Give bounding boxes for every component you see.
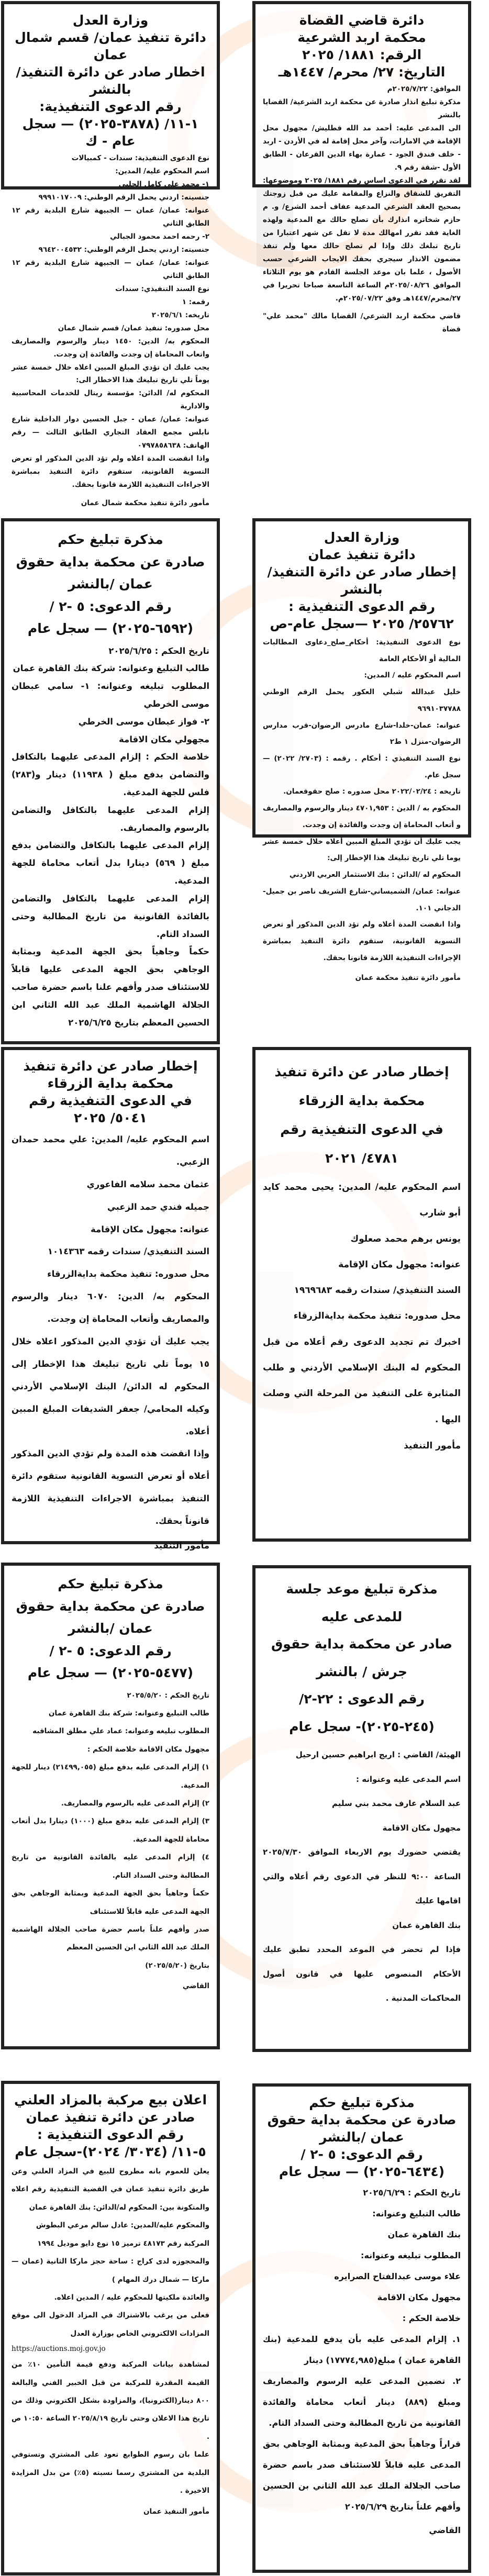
notice-body: تاريخ الحكم : ٢٠٢٥/٦/٢٥ طالب التبليغ وعنوانه: شركة بنك القاهرة عمان المطلوب تبليغه وعنوانه: ١- سامي عبطان موسى الخرطي ٢- فواز عبطان موسى الخرطي مجهولي مكان الاقامة خلاصة الحكم : إلزام المدعى عليهما بالتكافل والتضامن بدفع مبلغ ( ١١٩٣٨) دينار و(٢٨٣) فلس للجهة المدعية. إلزام المدعى عليهما بالتكافل والتضامن بالرسوم والمصاريف. إلزام المدعى عليهما بالتكافل والتضامن بدفع مبلغ ( ٥٦٩) دينارا بدل أتعاب محاماة للجهة المدعية. إلزام المدعى عليهما بالتكافل والتضامن بالفائدة القانونية من تاريخ المطالبة وحتى السداد التام. حكماً وجاهياً بحق الجهة المدعية وبمثابة الوجاهي بحق الجهة المدعى عليها قابلاً للاستئناف صدر وأفهم علنا باسم حضرة صاحب الجلالة الهاشمية الملك عبد الله الثاني ابن الحسين المعظم بتاريخ ٢٠٢٥/٦/٢٥ bbox=[12, 645, 210, 1028]
notice-signature: مأمور دائرة تنفيذ محكمة عمان bbox=[355, 974, 461, 983]
notice-north-amman-execution bbox=[1, 1, 220, 508]
notice-amman-execution-25762 bbox=[252, 518, 471, 983]
notice-heading: إخطار صادر عن دائرة تنفيذ محكمة بداية الزرقاء في الدعوى التنفيذية رقم ٥٠٤١/ ٢٠٢٥ bbox=[23, 1058, 198, 1125]
notice-body: نوع الدعوى التنفيذية: سندات - كمبيالات اسم المحكوم عليه/ المدين: ١- محمد علي كامل الحلبي جنسيته: اردني يحمل الرقم الوطني: ٩٩٩١٠١٧٠٠٩ عنوانه: عمان/ عمان — الجبيهة شارع البلدية رقم ١٢ الطابق الثاني ٢- رحمه احمد محمود الجبالي جنسيته: اردني يحمل الرقم الوطني: ٩٦٤٢٠٠٤٥٣٢ عنوانه: عمان/ عمان — الجبيهة شارع البلدية رقم ١٢ الطابق الثاني نوع السند التنفيذي: سندات رقمه: ١ تاريخه: ٢٠٢٥/٦/١ محل صدوره: تنفيذ عمان/ قسم شمال عمان المحكوم به/ الدين: ١٤٥٠ دينار والرسوم والمصاريف واتعاب المحاماة إن وجدت والفائدة إن وجدت. يجب عليك ان تؤدي المبلغ المبين اعلاه خلال خمسة عشر يوماً تلي تاريخ تبليغك هذا الاخطار الى: المحكوم له/ الدائن: مؤسسة ريتال للخدمات المحاسبية والادارية عنوانه: عمان/ عمان - جبل الحسين دوار الداخلية شارع نابلس مجمع العقاد التجاري الطابق الثالث — رقم الهاتف: ٠٧٩٧٨٥٨٦٣٨ واذا انقضت المدة اعلاه ولم تؤد الدين المذكور او تعرض التسوية القانونية، ستقوم دائرة التنفيذ بمباشرة الاجراءات التنفيذية اللازمة قانونا بحقك. مأمور دائرة تنفيذ محكمة شمال عمان bbox=[12, 152, 209, 510]
notice-signature: قاضي محكمة اربد الشرعي/ القضايا مالك "محمد علي" قضاة bbox=[263, 312, 461, 334]
notice-zarqa-execution-5041 bbox=[1, 1047, 220, 1551]
notice-jerash-session bbox=[252, 1565, 471, 2052]
notice-heading: وزارة العدل دائرة تنفيذ عمان إخطار صادر عن دائرة التنفيذ/ بالنشر رقم الدعوى التنفيذية : ٢٥٧٦٢/ ٢٠٢٥ —سجل عام-ص bbox=[267, 530, 457, 631]
notice-heading: إخطار صادر عن دائرة تنفيذ محكمة بداية الزرقاء في الدعوى التنفيذية رقم ٤٧٨١/ ٢٠٢١ bbox=[274, 1064, 449, 1166]
notice-signature: مأمور التنفيذ عمان bbox=[143, 2507, 209, 2516]
notice-body: الهيئة/ القاضي : اريج ابراهيم حسين ارحيل اسم المدعى عليه وعنوانه : عبد السلام عارف محمد بني سليم مجهول مكان الاقامة يقتضي حضورك يوم الاربعاء الموافق ٢٠٢٥/٧/٣٠ الساعة ٩:٠٠ للنظر في الدعوى رقم أعلاه والتي اقامها عليك بنك القاهرة عمان فإذا لم تحضر في الموعد المحدد تطبق عليك الأحكام المنصوص عليها في قانون أصول المحاكمات المدنية . bbox=[263, 1750, 461, 2003]
notice-body: يعلن للعموم بانه مطروح للبيع في المزاد العلني وعن طريق دائرة تنفيذ عمان في القضية التنفيذية رقم اعلاه والمتكونة بين: المحكوم له/الدائن: بنك القاهرة عمان والمحكوم عليه/المدين: عادل سالم مرعي البطوش المركبة رقم ٤٨١٧٣ ترميز ١٥ نوع دايو موديل ١٩٩٤ والمحجوزه لدى كراج : ساحة حجز ماركا الثانية (عمان — ماركا — شمال درك المهام ) والعائدة ملكيتها للمحكوم عليه / المدين اعلاه. فعلى من يرغب بالاشتراك في المزاد الدخول الى موقع المزادات الالكتروني الخاص بوزارة العدل https://auctions.moj.gov.jo لمشاهدة بيانات المركبة ودفع قيمة التأمين ١٠٪ من القيمة المقدرة للمركبة من قبل الخبير الفني والبالغة ٨٠٠ دينار(الكترونيا)، والمزاودة بشكل الكتروني وذلك من تاريخ هذا الاعلان وحتى تاريخ ٢٠٢٥/٨/١٩ الساعة ١٠:٥٠ ص . علما بان رسوم الطوابع تعود على المشتري وتستوفي البلدية من المشتري رسما نسبته (٥٪) من بدل المزايدة الاخيرة . مأمور التنفيذ عمان bbox=[12, 2162, 209, 2518]
notice-signature: مأمور دائرة تنفيذ محكمة شمال عمان bbox=[81, 499, 209, 508]
notice-heading: اعلان بيع مركبة بالمزاد العلني صادر عن دائرة تنفيذ عمان رقم الدعوى التنفيذية : ٥-١١/ (٣٠٣٤/ ٢٠٢٤)-سجل عام bbox=[14, 2092, 207, 2159]
notice-signature: القاضي bbox=[182, 1982, 209, 1991]
notice-heading: مذكرة تبليغ حكم صادرة عن محكمة بداية حقوق عمان /بالنشر رقم الدعوى: ٥ -٢ / (٥٤٧٧-٢٠٢٥) — سجل عام bbox=[16, 1576, 205, 1680]
notice-heading: مذكرة تبليغ حكم صادرة عن محكمة بداية حقوق عمان /بالنشر رقم الدعوى: ٥ -٢ / (٦٤٣٤-٢٠٢٥) — سجل عام bbox=[267, 2095, 457, 2179]
notice-body: تاريخ الحكم : ٢٠٢٥/٥/٢٠ طالب التبليغ وعنوانه: شركة بنك القاهرة عمان المطلوب تبليغه وعنوانه: عماد علي مطلق المشاقبه مجهول مكان الاقامة خلاصة الحكم : ١) إلزام المدعى عليه بدفع مبلغ (٢١٤٩٩,٠٥٥) دينار للجهة المدعية. ٢) إلزام المدعى عليه بالرسوم والمصاريف. ٣) إلزام المدعى عليه بدفع مبلغ (١٠٠٠) دينارا بدل أتعاب محاماة للجهة المدعية. ٤) إلزام المدعى عليه بالفائدة القانونية من تاريخ المطالبة وحتى السداد التام. حكماً وجاهياً بحق الجهة المدعية وبمثابة الوجاهي بحق الجهة المدعى عليه قابلاً للاستئناف صدر وأفهم علناً باسم حضرة صاحب الجلالة الهاشمية الملك عبد الله الثاني ابن الحسين المعظم بتاريخ (٢٠٢٥/٥/٢٠) القاضي bbox=[12, 1687, 209, 1993]
notice-body: تاريخ الحكم : ٢٠٢٥/٦/٢٩ طالب التبليغ وعنوانه: بنك القاهرة عمان المطلوب تبليغه وعنوانه: علاء موسى عبدالفتاح الصرايره مجهول مكان الاقامة خلاصة الحكم : ١. إلزام المدعى عليه بأن يدفع للمدعية (بنك القاهرة عمان ) مبلغ(١٧٧٧٤,٩٨٥) دينار ٢. تضمين المدعى عليه الرسوم والمصاريف ومبلغ (٨٨٩) دينار أتعاب محاماة والفائدة القانونية من تاريخ المطالبة وحتى السداد التام. قراراً وجاهياً بحق المدعية وبمثابة الوجاهي بحق المدعى عليه قابلاً للاستئناف صدر باسم حضرة صاحب الجلالة الملك عبد الله الثاني بن الحسين وأفهم علناً بتاريخ ٢٠٢٥/٦/٢٩ القاضي bbox=[263, 2182, 461, 2538]
notice-heading: دائرة قاضي القضاة محكمة اربد الشرعية الرقم: ١٨٨١/ ٢٠٢٥ التاريخ: ٢٧/ محرم/ ١٤٤٧هـ bbox=[278, 13, 446, 80]
notice-vehicle-auction bbox=[1, 2081, 220, 2575]
notice-sharia-court-irbid bbox=[252, 1, 471, 334]
notice-zarqa-execution-4781 bbox=[252, 1047, 471, 1542]
notice-signature: القاضي bbox=[429, 2525, 461, 2535]
notice-body: اسم المحكوم عليه/ المدين: يحيى محمد كايد أبو شارب يونس برهم محمد صعلوك عنوانه: مجهول مكان الإقامة السند التنفيذي/ سندات رقمه ١٩٦٩٦٨٣ محل صدوره: تنفيذ محكمة بدايةالزرقاء اخبرك تم تجديد الدعوى رقم أعلاه من قبل المحكوم له البنك الإسلامي الأردني و طلب المثابرة على التنفيذ من المرحلة التي وصلت اليها . مأمور التنفيذ bbox=[263, 1175, 461, 1454]
notice-amman-rights-6434 bbox=[252, 2083, 471, 2573]
notice-amman-rights-5477 bbox=[1, 1563, 220, 2049]
notice-body: اسم المحكوم عليه/ المدين: علي محمد حمدان الزعبي. عثمان محمد سلامه الفاعوري جميله فندي حمد الزعبي عنوانه: مجهول مكان الإقامة السند التنفيذي/ سندات رقمه ١٠١٤٣٦٣ محل صدوره: تنفيذ محكمة بدايةالزرقاء المحكوم به/ الدين: ٦٠٧٠ دينار والرسوم والمصاريف وأتعاب المحاماة إن وجدت. يجب عليك أن تؤدي الدين المذكور اعلاه خلال ١٥ يوماً تلي تاريخ تبليغك هذا الإخطار إلى المحكوم له الدائن/ البنك الإسلامي الأردني وكيله المحامي/ جعفر الشديفات المبلغ المبين أعلاه. وإذا انقضت هذه المدة ولم تؤدي الدين المذكور أعلاه أو تعرض التسوية القانونية ستقوم دائرة التنفيذ بمباشرة الاجراءات التنفيذية اللازمة قانوناً بحقك. مأمور التنفيذ bbox=[12, 1129, 209, 1554]
notice-signature: مأمور التنفيذ bbox=[154, 1541, 209, 1551]
notice-body: نوع الدعوى التنفيذية: أحكام_صلح_دعاوى المطالبات المالية أو الأحكام العامة اسم المحكوم عليه / المدين: خليل عبدالله شبلي العكور يحمل الرقم الوطني ٩٦٩١٠٣٧٧٨٨ عنوانه: عمان-خلدا-شارع مادرس الرضوان-قرب مدارس الرضوان-منزل ١ ط٢ نوع السند التنفيذي : أحكام . رقمه : (٢٧٠٣/ ٢٠٢٢) — سجل عام. تاريخه : ٢٠٢٢/٠٢/٢٤ محل صدوره : صلح حقوقعمان. المحكوم به / الدين : ٤٧٠١,٩٥٣ دينار والرسوم والمصاريف و أتعاب المحاماة إن وجدت والفائدة إن وجدت. يجب عليك أن تؤدي المبلغ المبين أعلاه خلال خمسة عشر يوما تلي تاريخ تبليغك هذا الإخطار إلى: المحكوم له /الدائن : بنك الاستثمار العربي الاردني عنوانه: عمان/ الشميساني-شارع الشريف ناصر بن جميل-الدجاني ١٠١. واذا انقضت المدة أعلاه ولم تؤد الدين المذكور أو تعرض التسوية القانونية، ستقوم دائرة التنفيذ بمباشرة الإجراءات التنفيذية اللازمة قانونا بحقك. مأمور دائرة تنفيذ محكمة عمان bbox=[263, 634, 461, 985]
notice-signature: مأمور التنفيذ bbox=[404, 1440, 461, 1451]
notice-heading: وزارة العدل دائرة تنفيذ عمان/ قسم شمال عمان اخطار صادر عن دائرة التنفيذ/ بالنشر رقم الدعوى التنفيذية: ١-١١/ (٣٨٧٨-٢٠٢٥) — سجل عام - ك bbox=[15, 13, 206, 149]
notice-body: الموافق: ٢٠٢٥/٧/٢٢م مذكرة تبليغ انذار صادرة عن محكمة اربد الشرعية/ القضايا بالنشر الى المدعى عليه: أحمد مد الله قطليش/ مجهول محل الإقامة في الامارات، وآخر محل إقامة له في الأردن - اربد - خلف فندق الجود - عمارة بهاء الدين القرعان - الطابق الأول -شقة رقم ٩. لقد تقرر في الدعوى اساس رقم ١٨٨١/ ٢٠٢٥ وموضوعها: التفريق للشقاق والنزاع والمقامة عليك من قبل زوجتك بصحيح العقد الشرعي المدعية عفاف أحمد الشرع/ و. م حازم شخاتره انذارك بأن تصلح حالك مع المدعية ولهذه الغاية فقد تقرر امهالك مدة لا تقل عن شهر اعتبارا من تاريخ تبلغك ذلك وإذا لم تصلح حالك معها ولم تنفذ مضمون الانذار سيجري بحقك الايجاب الشرعي حسب الأصول ، علما بان موعد الجلسة القادم هو يوم الثلاثاء الموافق ٢٠٢٥/٠٨/٢٦م الساعة التاسعة صباحا تحريرا في ٢٧/محرم/١٤٤٧هـ وفق ٢٠٢٥/٠٧/٢٢م. قاضي محكمة اربد الشرعي/ القضايا مالك "محمد علي" قضاة bbox=[263, 83, 461, 336]
notice-heading: مذكرة تبليغ موعد جلسة للمدعى عليه صادر عن محكمة بداية حقوق جرش / بالنشر رقم الدعوى : ٢٢-٢/ (٢٤٥-٢٠٢٥)- سجل عام bbox=[271, 1581, 453, 1734]
auction-website-link[interactable]: https://auctions.moj.gov.jo bbox=[12, 2345, 106, 2354]
notice-amman-rights-6592 bbox=[1, 518, 220, 1044]
notice-heading: مذكرة تبليغ حكم صادرة عن محكمة بداية حقوق عمان /بالنشر رقم الدعوى: ٥ -٢ / (٦٥٩٢-٢٠٢٥) — سجل عام bbox=[16, 532, 205, 636]
